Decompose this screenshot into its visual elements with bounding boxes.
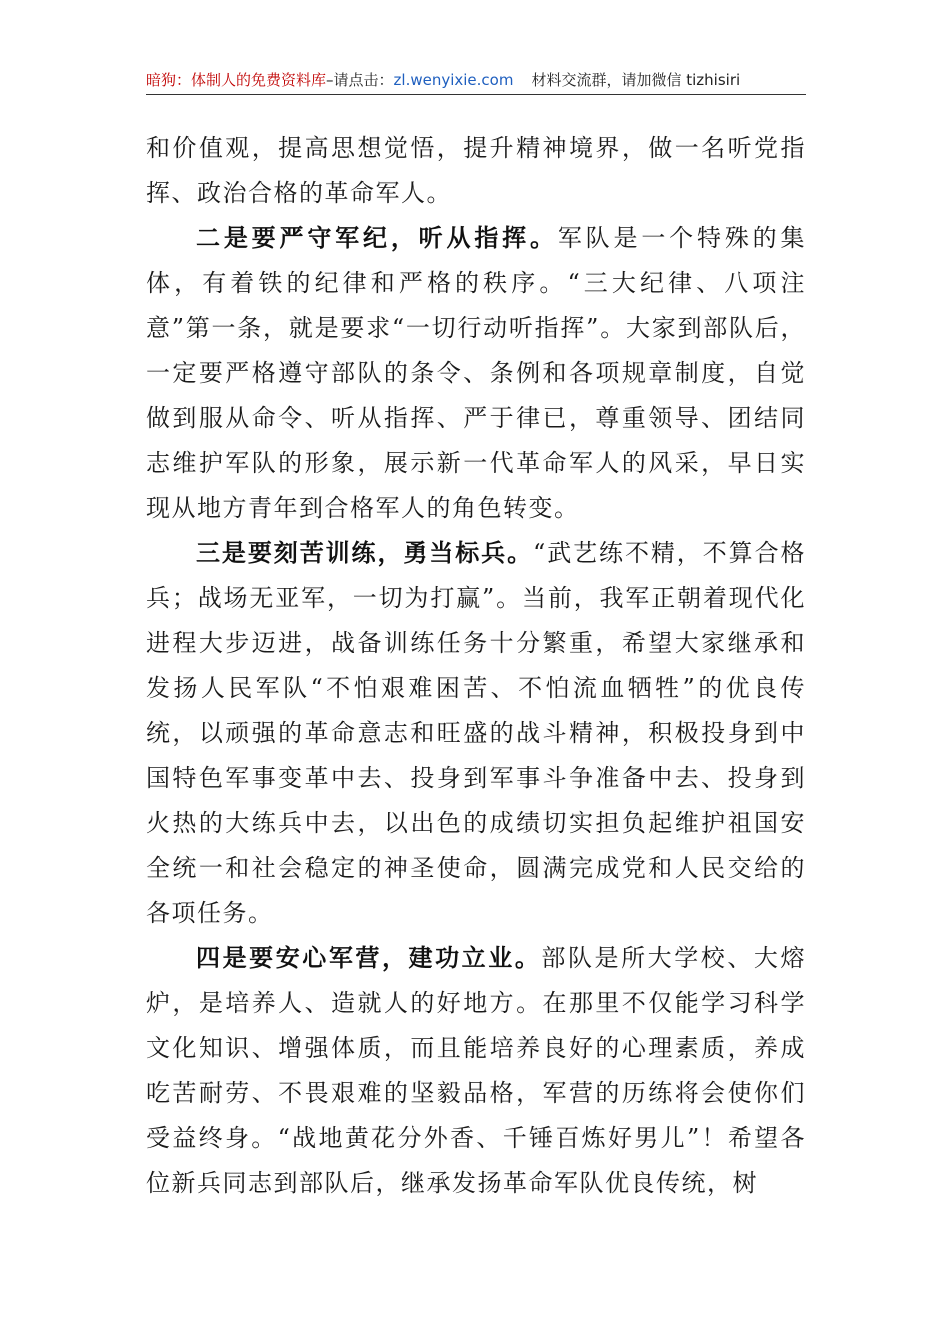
paragraph-4-heading: 四是要安心军营，建功立业。 — [196, 944, 542, 972]
paragraph-3-heading: 三是要刻苦训练，勇当标兵。 — [196, 539, 533, 567]
paragraph-3-body: “武艺练不精，不算合格兵；战场无亚军，一切为打赢”。当前，我军正朝着现代化进程大步迈进，战备训练任务十分繁重，希望大家继承和发扬人民军队“不怕艰难困苦、不怕流血牺牲”的优良传统，以顽强的革命意志和旺盛的战斗精神，积极投身到中国特色军事变革中去、投身到军事斗争准备中去、投身到火热的大练兵中去，以出色的成绩切实担负起维护祖国安全统一和社会稳定的神圣使命，圆满完成党和人民交给的各项任务。 — [146, 539, 806, 927]
paragraph-2-heading: 二是要严守军纪，听从指挥。 — [196, 224, 558, 252]
header-click-prompt: –请点击： — [326, 71, 394, 89]
paragraph-1 — [146, 126, 806, 216]
paragraph-3 — [146, 531, 806, 936]
document-body — [146, 126, 806, 1206]
paragraph-4-body: 部队是所大学校、大熔炉，是培养人、造就人的好地方。在那里不仅能学习科学文化知识、增强体质，而且能培养良好的心理素质，养成吃苦耐劳、不畏艰难的坚毅品格，军营的历练将会使你们受益终身。“战地黄花分外香、千锤百炼好男儿”！希望各位新兵同志到部队后，继承发扬革命军队优良传统，树 — [146, 944, 807, 1197]
header-url-link[interactable]: zl.wenyixie.com — [393, 71, 514, 89]
header-wechat-note: 材料交流群，请加微信 tizhisiri — [531, 71, 741, 89]
paragraph-1-body: 和价值观，提高思想觉悟，提升精神境界，做一名听党指挥、政治合格的革命军人。 — [146, 134, 806, 207]
paragraph-2-body: 军队是一个特殊的集体，有着铁的纪律和严格的秩序。“三大纪律、八项注意”第一条，就是要求“一切行动听指挥”。大家到部队后，一定要严格遵守部队的条令、条例和各项规章制度，自觉做到服从命令、听从指挥、严于律已，尊重领导、团结同志维护军队的形象，展示新一代革命军人的风采，早日实现从地方青年到合格军人的角色转变。 — [146, 224, 807, 522]
page-header — [146, 66, 806, 95]
header-site-name: 暗狗：体制人的免费资料库 — [146, 71, 327, 89]
paragraph-4 — [146, 936, 806, 1206]
paragraph-2 — [146, 216, 806, 531]
